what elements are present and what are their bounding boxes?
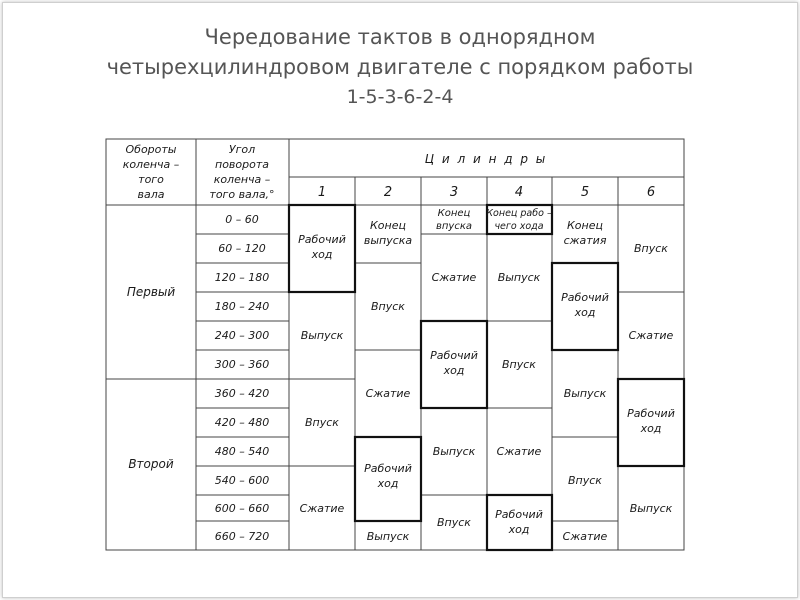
phase-compression: Сжатие: [628, 329, 674, 342]
angle-7: 420 – 480: [214, 416, 270, 429]
cylinder-3-phases: [430, 208, 478, 529]
hdr-rev-line4: вала: [137, 188, 165, 201]
phase-intake: Впуск: [634, 242, 668, 255]
phase-working-stroke-2: ход: [574, 306, 596, 319]
phase-working-stroke: Рабочий: [561, 291, 609, 304]
hdr-rev-line2: коленча –: [122, 158, 180, 171]
phase-working-stroke-2: ход: [377, 477, 399, 490]
hdr-angle-line1: Угол: [228, 143, 256, 156]
phase-exhaust: Выпуск: [629, 502, 673, 515]
title-line-2: четырехцилиндровом двигателе с порядком работы: [106, 55, 694, 79]
header-angle: [209, 143, 274, 201]
phase-compression: Сжатие: [299, 502, 345, 515]
phase-working-stroke: Рабочий: [627, 407, 675, 420]
hdr-angle-line2: поворота: [215, 158, 269, 171]
revolution-first: Первый: [126, 285, 176, 299]
hdr-angle-line4: того вала,°: [209, 188, 275, 201]
phase-working-stroke-2: ход: [443, 364, 465, 377]
phase-exhaust: Выпуск: [432, 445, 476, 458]
angle-1: 60 – 120: [218, 242, 266, 255]
phase-compression: Сжатие: [431, 271, 477, 284]
phase-working-stroke-2: ход: [311, 248, 333, 261]
phase-working-stroke-2: ход: [508, 523, 530, 536]
angle-11: 660 – 720: [214, 530, 270, 543]
cyl-number-2: 2: [383, 185, 393, 200]
phase-intake: Впуск: [437, 516, 471, 529]
title-line-3: 1-5-3-6-2-4: [346, 86, 454, 108]
cyl-number-4: 4: [514, 185, 524, 200]
cylinder-4-phases: [486, 208, 552, 536]
header-revolutions: [123, 143, 180, 201]
phase-working-stroke: Рабочий: [430, 349, 478, 362]
hdr-rev-line3: того: [138, 173, 164, 186]
phase-compression-end-2: сжатия: [563, 234, 607, 247]
title-line-1: Чередование тактов в однорядном: [204, 25, 596, 49]
phase-exhaust: Выпуск: [563, 387, 607, 400]
angle-5: 300 – 360: [214, 358, 270, 371]
cyl-number-6: 6: [646, 185, 656, 200]
phase-working-stroke: Рабочий: [298, 233, 346, 246]
angle-4: 240 – 300: [214, 329, 270, 342]
phase-working-stroke-end-2: чего хода: [494, 221, 544, 232]
phase-working-stroke: Рабочий: [364, 462, 412, 475]
cylinder-5-phases: [561, 219, 609, 543]
angle-9: 540 – 600: [214, 474, 270, 487]
cyl-number-5: 5: [580, 185, 590, 200]
phase-compression: Сжатие: [365, 387, 411, 400]
hdr-rev-line1: Обороты: [125, 143, 177, 156]
phase-intake: Впуск: [371, 300, 405, 313]
angle-3: 180 – 240: [214, 300, 270, 313]
cylinder-1-phases: [298, 233, 346, 515]
angle-2: 120 – 180: [214, 271, 270, 284]
phase-exhaust: Выпуск: [300, 329, 344, 342]
revolution-second: Второй: [128, 457, 174, 471]
phase-exhaust: Выпуск: [366, 530, 410, 543]
phase-intake: Впуск: [502, 358, 536, 371]
phase-compression: Сжатие: [496, 445, 542, 458]
phase-intake: Впуск: [305, 416, 339, 429]
phase-intake-end: Конец: [437, 208, 471, 219]
cyl-number-1: 1: [317, 185, 327, 200]
phase-intake: Впуск: [568, 474, 602, 487]
phase-compression: Сжатие: [562, 530, 608, 543]
phase-exhaust-end-2: выпуска: [363, 234, 413, 247]
phase-working-stroke: Рабочий: [495, 508, 543, 521]
angle-10: 600 – 660: [214, 502, 270, 515]
angle-6: 360 – 420: [214, 387, 270, 400]
phase-intake-end-2: впуска: [435, 221, 473, 232]
cylinders-header: Ц и л и н д р ы: [424, 152, 548, 166]
phase-compression-end: Конец: [567, 219, 603, 232]
phase-working-stroke-2: ход: [640, 422, 662, 435]
phase-exhaust: Выпуск: [497, 271, 541, 284]
cylinder-2-phases: [364, 219, 413, 543]
phase-exhaust-end: Конец: [370, 219, 406, 232]
angle-0: 0 – 60: [225, 213, 259, 226]
hdr-angle-line3: коленча –: [213, 173, 271, 186]
phase-working-stroke-end: Конец рабо –: [486, 208, 552, 219]
angle-8: 480 – 540: [214, 445, 270, 458]
cyl-number-3: 3: [449, 185, 459, 200]
